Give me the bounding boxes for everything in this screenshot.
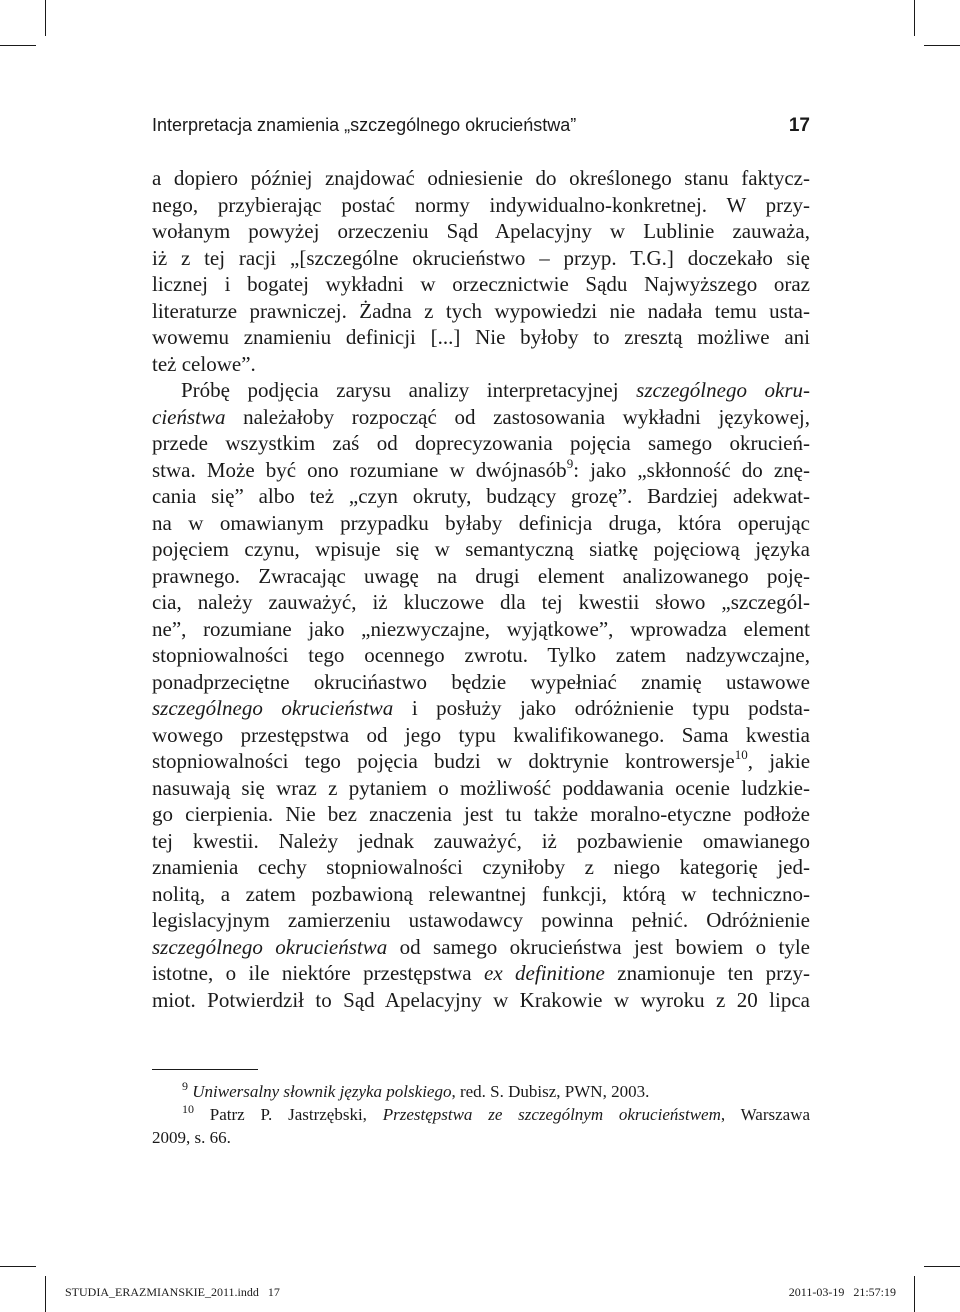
text-line: nolitą, a zatem pozbawioną relewantnej funkcji, którą w techniczno- xyxy=(152,881,810,906)
text-run: i posłuży jako odróżnienie typu podsta- xyxy=(393,696,810,720)
text-line xyxy=(152,960,810,987)
text-line: iż z tej racji „[szczególne okrucieństwo – przyp. T.G.] doczekało się xyxy=(152,245,810,270)
footnote-number: 10 xyxy=(182,1102,194,1116)
footnote-text: , red. S. Dubisz, PWN, 2003. xyxy=(451,1082,650,1101)
footnote-ref-9[interactable]: 9 xyxy=(566,455,574,471)
text-line: stopniowalności tego ocennego zwrotu. Tylko zatem nadzywczajne, xyxy=(152,643,810,667)
text-line: pojęciem czynu, wpisuje się w semantyczną siatkę pojęciową języka xyxy=(152,537,810,561)
crop-mark xyxy=(924,1266,960,1267)
crop-mark xyxy=(45,0,46,36)
text-run: Próbę podjęcia zarysu analizy interpretacyjnej xyxy=(181,378,637,402)
text-line: licznej i bogatej wykładni w orzecznictwie Sądu Najwyższego oraz xyxy=(152,272,810,296)
footnote-title: Uniwersalny słownik języka polskiego xyxy=(192,1082,452,1101)
footnote-10 xyxy=(152,1103,810,1126)
text-run: istotne, o ile niektóre przestępstwa xyxy=(152,961,484,985)
italic-term: ex definitione xyxy=(484,961,605,985)
crop-mark xyxy=(0,45,36,46)
footnote-separator xyxy=(152,1069,258,1070)
text-line xyxy=(152,404,810,431)
text-line: literaturze prawniczej. Żadna z tych wypowiedzi nie nadała temu usta- xyxy=(152,298,810,323)
text-line: wowego przestępstwa od jego typu kwalifikowanego. Sama kwestia xyxy=(152,722,810,747)
footnote-ref-10[interactable]: 10 xyxy=(734,747,748,762)
running-head xyxy=(152,115,810,136)
footnote-9 xyxy=(152,1080,810,1103)
text-run: należałoby rozpocząć od zastosowania wykładni językowej, xyxy=(225,404,810,429)
crop-mark xyxy=(924,45,960,46)
text-run: stwa. Może być ono rozumiane w dwójnasób xyxy=(152,457,567,482)
text-line: ponadprzeciętne okrucińastwo będzie wypełniać znamię ustawowe xyxy=(152,669,810,694)
footnote-text: , Warszawa xyxy=(720,1105,811,1124)
page-number: 17 xyxy=(788,115,810,136)
footnotes xyxy=(152,1080,810,1149)
text-line xyxy=(152,377,810,404)
text-run: znamionuje ten przy- xyxy=(604,961,810,985)
slug-timestamp: 2011-03-19 21:57:19 xyxy=(788,1285,896,1299)
text-line: cia, należy zauważyć, iż kluczowe dla tej kwestii słowo „szczegól- xyxy=(152,590,810,614)
crop-mark xyxy=(45,1276,46,1312)
text-line: legislacyjnym zamierzeniu ustawodawcy powinna pełnić. Odróżnienie xyxy=(152,908,810,932)
crop-mark xyxy=(0,1266,36,1267)
text-line: nasuwają się wraz z pytaniem o możliwość poddawania ocenie ludzkie- xyxy=(152,775,810,800)
text-line xyxy=(152,748,810,775)
text-line: go cierpienia. Nie bez znaczenia jest tu także moralno-etyczne podłoże xyxy=(152,802,810,826)
text-line: miot. Potwierdził to Sąd Apelacyjny w Krakowie w wyroku z 20 lipca xyxy=(152,987,810,1012)
text-line: cania się” albo też „czyn okruty, budzący grozę”. Bardziej adekwat- xyxy=(152,484,810,508)
footnote-text: Patrz P. Jastrzębski, xyxy=(209,1105,383,1124)
text-line: znamienia cechy stopniowalności czyniłoby z niego kategorię jed- xyxy=(152,855,810,879)
crop-mark xyxy=(914,0,915,36)
text-line xyxy=(152,695,810,722)
footnote-number: 9 xyxy=(182,1079,188,1093)
text-line xyxy=(152,457,810,484)
italic-term: szczególnego okrucieństwa xyxy=(152,934,388,959)
text-run: , jakie xyxy=(747,749,811,773)
italic-term: szczególnego okrucieństwa xyxy=(152,696,394,720)
running-head-title: Interpretacja znamienia „szczególnego okrucieństwa” xyxy=(152,115,577,135)
text-line: ne”, rozumiane jako „niezwyczajne, wyjątkowe”, wprowadza element xyxy=(152,616,810,641)
text-line: a dopiero później znajdować odniesienie do określonego stanu faktycz- xyxy=(152,166,810,190)
text-line: wowemu znamieniu definicji [...] Nie byłoby to zresztą możliwe ani xyxy=(152,325,810,349)
text-run: : jako „skłonność do znę- xyxy=(573,457,810,482)
body-text xyxy=(152,165,810,1013)
footnote-10-continued: 2009, s. 66. xyxy=(152,1128,231,1147)
text-run: stopniowalności tego pojęcia budzi w doktrynie kontrowersje xyxy=(152,749,735,773)
text-line: wołanym powyżej orzeczeniu Sąd Apelacyjny w Lublinie zauważa, xyxy=(152,219,810,243)
text-line xyxy=(152,934,810,961)
text-line: tej kwestii. Należy jednak zauważyć, iż pozbawienie omawianego xyxy=(152,828,810,853)
text-line: prawnego. Zwracając uwagę na drugi element analizowanego poję- xyxy=(152,563,810,588)
italic-term: szczególnego okru- xyxy=(636,378,811,402)
text-line: przede wszystkim zaś od doprecyzowania pojęcia samego okrucień- xyxy=(152,431,810,455)
crop-mark xyxy=(914,1276,915,1312)
text-run: od samego okrucieństwa jest bowiem o tyle xyxy=(387,934,811,959)
slug-filename: STUDIA_ERAZMIANSKIE_2011.indd 17 xyxy=(65,1285,280,1299)
text-line: nego, przybierając postać normy indywidualno-konkretnej. W przy- xyxy=(152,192,810,217)
text-line: na w omawianym przypadku byłaby definicja druga, która operując xyxy=(152,510,810,535)
footnote-title: Przestępstwa ze szczególnym okrucieństwem xyxy=(382,1105,721,1124)
text-line: też celowe”. xyxy=(152,351,256,376)
italic-term: cieństwa xyxy=(152,404,226,429)
